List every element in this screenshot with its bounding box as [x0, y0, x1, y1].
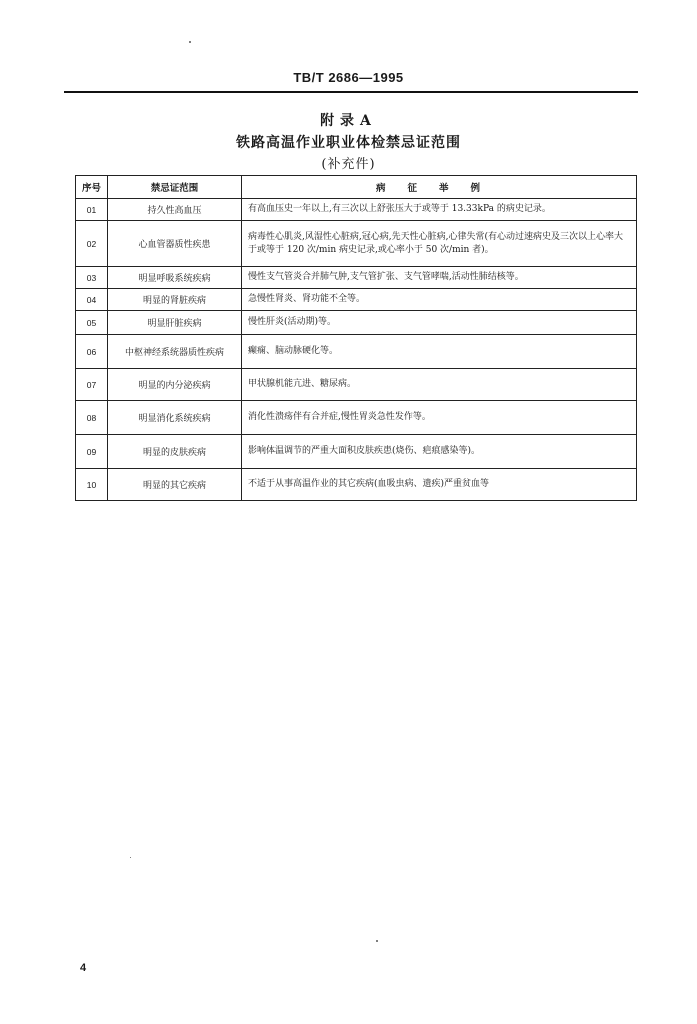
row-scope: 明显的皮肤疾病 [108, 435, 242, 469]
row-example: 慢性肝炎(活动期)等。 [242, 311, 637, 335]
row-example: 不适于从事高温作业的其它疾病(血吸虫病、遗疾)严重贫血等 [242, 469, 637, 501]
table-row [76, 289, 637, 311]
row-scope: 心血管器质性疾患 [108, 221, 242, 267]
table-row [76, 401, 637, 435]
row-scope: 持久性高血压 [108, 199, 242, 221]
row-example: 影响体温调节的严重大面积皮肤疾患(烧伤、疤痕感染等)。 [242, 435, 637, 469]
scan-speck [189, 41, 191, 43]
scan-speck [376, 940, 378, 942]
contraindication-table [75, 175, 637, 501]
row-scope: 明显肝脏疾病 [108, 311, 242, 335]
table-row [76, 469, 637, 501]
row-example: 病毒性心肌炎,风湿性心脏病,冠心病,先天性心脏病,心律失常(有心动过速病史及三次以上心率大于或等于 120 次/min 病史记录,或心率小于 50 次/min 者)。 [242, 221, 637, 267]
header-no: 序号 [76, 176, 108, 199]
table-row [76, 221, 637, 267]
table-row [76, 435, 637, 469]
table-row [76, 311, 637, 335]
row-scope: 明显的其它疾病 [108, 469, 242, 501]
row-no: 02 [76, 221, 108, 267]
row-no: 04 [76, 289, 108, 311]
table-row [76, 267, 637, 289]
table-header-row [76, 176, 637, 199]
row-example: 癫痫、脑动脉硬化等。 [242, 335, 637, 369]
row-no: 05 [76, 311, 108, 335]
table-row [76, 199, 637, 221]
document-code: TB/T 2686—1995 [293, 70, 404, 85]
row-no: 06 [76, 335, 108, 369]
row-no: 10 [76, 469, 108, 501]
row-scope: 明显消化系统疾病 [108, 401, 242, 435]
supplement-note: (补充件) [321, 157, 376, 172]
appendix-title: 铁路高温作业职业体检禁忌证范围 [236, 135, 461, 151]
row-example: 甲状腺机能亢进、糖尿病。 [242, 369, 637, 401]
row-no: 01 [76, 199, 108, 221]
header-rule [64, 91, 638, 93]
row-scope: 明显的肾脏疾病 [108, 289, 242, 311]
header-scope: 禁忌证范围 [108, 176, 242, 199]
table-row [76, 369, 637, 401]
appendix-label: 附录A [320, 113, 377, 129]
row-scope: 明显的内分泌疾病 [108, 369, 242, 401]
row-example: 有高血压史一年以上,有三次以上舒张压大于或等于 13.33kPa 的病史记录。 [242, 199, 637, 221]
table-row [76, 335, 637, 369]
row-no: 03 [76, 267, 108, 289]
row-no: 09 [76, 435, 108, 469]
row-scope: 中枢神经系统器质性疾病 [108, 335, 242, 369]
row-no: 08 [76, 401, 108, 435]
row-scope: 明显呼吸系统疾病 [108, 267, 242, 289]
row-example: 消化性溃疡伴有合并症,慢性胃炎急性发作等。 [242, 401, 637, 435]
row-example: 慢性支气管炎合并肺气肿,支气管扩张、支气管哮喘,活动性肺结核等。 [242, 267, 637, 289]
page-number: 4 [80, 962, 87, 974]
header-examples: 病征举例 [242, 176, 637, 199]
row-example: 急慢性肾炎、肾功能不全等。 [242, 289, 637, 311]
row-no: 07 [76, 369, 108, 401]
scan-speck [130, 857, 131, 858]
